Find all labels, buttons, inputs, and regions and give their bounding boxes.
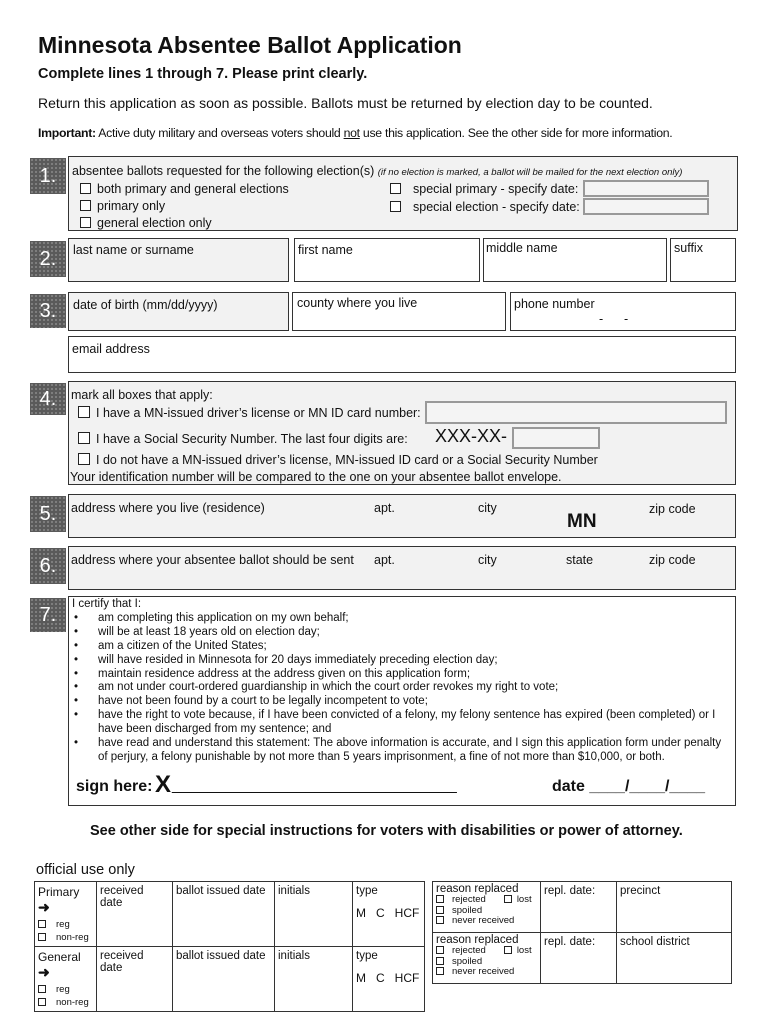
option-both-label: both primary and general elections <box>97 182 289 196</box>
type-codes: M C HCF <box>356 971 420 985</box>
special-election-label: special election - specify date: <box>413 200 580 214</box>
other-side-note: See other side for special instructions for voters with disabilities or power of attorney. <box>90 823 683 839</box>
primary-reason-replaced <box>433 882 541 933</box>
cert-item: • am not under court-ordered guardianship in which the court order revokes my right to vote; <box>72 681 732 695</box>
important-note <box>38 126 672 140</box>
reg-label: reg <box>56 984 70 995</box>
non-reg-label: non-reg <box>56 996 89 1008</box>
school-district-label: school district <box>620 936 690 948</box>
option-no-id-label: I do not have a MN-issued driver’s license, MN-issued ID card or a Social Security Number <box>96 453 598 467</box>
replacement-table <box>432 881 732 984</box>
repl-date-label: repl. date: <box>544 936 596 948</box>
school-district-field[interactable] <box>617 933 732 984</box>
cert-item: • maintain residence address at the address given on this application form; <box>72 668 732 682</box>
checkbox-never-received[interactable] <box>436 967 444 975</box>
primary-ballot-issued-date[interactable] <box>173 882 275 947</box>
id-compare-note: Your identification number will be compared to the one on your absentee ballot envelope. <box>70 470 562 484</box>
section-3-number: 3. <box>30 294 66 328</box>
general-repl-date[interactable] <box>541 933 617 984</box>
date-field[interactable]: date ____/____/____ <box>552 778 706 795</box>
residence-zip-label: zip code <box>649 502 696 516</box>
return-note: Return this application as soon as possible. Ballots must be returned by election day to be counted. <box>38 95 653 111</box>
received-date-label: received date <box>100 885 144 909</box>
sign-x: X <box>155 771 172 798</box>
special-primary-date-input[interactable] <box>583 180 709 197</box>
precinct-field[interactable] <box>617 882 732 933</box>
reason-replaced-label: reason replaced <box>436 883 519 895</box>
spoiled-label: spoiled <box>452 904 483 916</box>
section-4-label: mark all boxes that apply: <box>71 388 213 402</box>
option-ssn-label: I have a Social Security Number. The last four digits are: <box>96 432 408 446</box>
primary-label: Primary <box>38 885 80 899</box>
general-initials[interactable] <box>275 947 353 1012</box>
checkbox-general[interactable] <box>80 217 91 228</box>
checkbox-general-reg[interactable] <box>38 985 46 993</box>
option-license[interactable] <box>78 406 421 420</box>
residence-state-value: MN <box>567 511 597 532</box>
checkbox-general-nonreg[interactable] <box>38 998 46 1006</box>
important-not: not <box>343 126 360 140</box>
checkbox-spoiled[interactable] <box>436 957 444 965</box>
checkbox-primary-reg[interactable] <box>38 920 46 928</box>
checkbox-ssn[interactable] <box>78 432 90 444</box>
last-name-label: last name or surname <box>73 243 194 257</box>
important-label: Important: <box>38 126 96 140</box>
initials-label: initials <box>278 885 310 897</box>
checkbox-rejected[interactable] <box>436 895 444 903</box>
general-ballot-issued-date[interactable] <box>173 947 275 1012</box>
primary-repl-date[interactable] <box>541 882 617 933</box>
cert-item: • am a citizen of the United States; <box>72 640 732 654</box>
primary-received-date[interactable] <box>97 882 173 947</box>
residence-address-label: address where you live (residence) <box>71 501 265 515</box>
general-reason-replaced <box>433 933 541 984</box>
option-special-primary[interactable] <box>390 182 578 196</box>
county-label: county where you live <box>297 296 418 310</box>
cert-item: • have the right to vote because, if I have been convicted of a felony, my felony sentence has expired (been completed) or I have been discharged from my sentence; and <box>72 709 732 737</box>
option-ssn[interactable] <box>78 432 408 446</box>
received-date-label: received date <box>100 950 144 974</box>
dob-label: date of birth (mm/dd/yyyy) <box>73 298 218 312</box>
section-7-number: 7. <box>30 598 66 632</box>
cert-item: • have read and understand this statement: The above information is accurate, and I sign this application form under penalty of perjury, a felony punishable by not more than 5 years imprisonment, a fine of not more than $10,000, or both. <box>72 737 732 765</box>
non-reg-label: non-reg <box>56 931 89 943</box>
checkbox-lost[interactable] <box>504 946 512 954</box>
checkbox-primary[interactable] <box>80 200 91 211</box>
checkbox-no-id[interactable] <box>78 453 90 465</box>
section-1-number: 1. <box>30 158 66 194</box>
certification-intro: I certify that I: <box>72 598 142 610</box>
special-primary-label: special primary - specify date: <box>413 182 579 196</box>
checkbox-never-received[interactable] <box>436 916 444 924</box>
primary-cell <box>35 882 97 947</box>
spoiled-label: spoiled <box>452 955 483 967</box>
suffix-label: suffix <box>674 241 703 255</box>
general-label: General <box>38 950 81 964</box>
license-number-input[interactable] <box>425 401 727 424</box>
page-title: Minnesota Absentee Ballot Application <box>38 32 462 58</box>
ssn-last-four-input[interactable] <box>512 427 600 449</box>
arrow-right-icon: ➜ <box>38 964 50 980</box>
general-cell <box>35 947 97 1012</box>
middle-name-label: middle name <box>486 241 558 255</box>
ballot-issued-date-label: ballot issued date <box>176 885 266 897</box>
sign-label: sign here: <box>76 778 153 795</box>
checkbox-lost[interactable] <box>504 895 512 903</box>
option-primary-label: primary only <box>97 199 166 213</box>
official-use-table <box>34 881 425 1012</box>
email-label: email address <box>72 342 150 356</box>
precinct-label: precinct <box>620 885 661 897</box>
phone-dashes: - - <box>599 312 629 326</box>
option-no-id[interactable] <box>78 453 598 467</box>
type-label: type <box>356 885 378 897</box>
section-2-number: 2. <box>30 241 66 277</box>
checkbox-primary-nonreg[interactable] <box>38 933 46 941</box>
cert-item: • will be at least 18 years old on election day; <box>72 626 732 640</box>
primary-type[interactable] <box>353 882 425 947</box>
cert-item: • will have resided in Minnesota for 20 days immediately preceding election day; <box>72 654 732 668</box>
option-primary[interactable] <box>80 199 165 213</box>
option-general[interactable] <box>80 216 212 230</box>
ballot-issued-date-label: ballot issued date <box>176 950 266 962</box>
residence-apt-label: apt. <box>374 501 395 515</box>
reg-label: reg <box>56 919 70 930</box>
phone-label: phone number <box>514 297 595 311</box>
mailing-address-label: address where your absentee ballot should be sent <box>71 553 354 567</box>
first-name-label: first name <box>298 243 353 257</box>
official-use-heading: official use only <box>36 862 135 878</box>
certification-text <box>72 598 732 765</box>
mailing-apt-label: apt. <box>374 553 395 567</box>
checkbox-special-primary[interactable] <box>390 183 401 194</box>
election-note: (if no election is marked, a ballot will be mailed for the next election only) <box>377 167 683 178</box>
section-6-number: 6. <box>30 548 66 584</box>
type-codes: M C HCF <box>356 906 420 920</box>
cert-item: • have not been found by a court to be legally incompetent to vote; <box>72 695 732 709</box>
subtitle: Complete lines 1 through 7. Please print clearly. <box>38 66 368 82</box>
general-type[interactable] <box>353 947 425 1012</box>
checkbox-both[interactable] <box>80 183 91 194</box>
election-request-label: absentee ballots requested for the following election(s) <box>72 164 375 178</box>
arrow-right-icon: ➜ <box>38 899 50 915</box>
email-field[interactable] <box>68 336 736 373</box>
cert-item: • am completing this application on my own behalf; <box>72 612 732 626</box>
general-received-date[interactable] <box>97 947 173 1012</box>
checkbox-license[interactable] <box>78 406 90 418</box>
lost-label: lost <box>516 894 532 905</box>
mailing-city-label: city <box>478 553 497 567</box>
important-text-1: Active duty military and overseas voters should <box>98 126 341 140</box>
special-election-date-input[interactable] <box>583 198 709 215</box>
checkbox-spoiled[interactable] <box>436 906 444 914</box>
repl-date-label: repl. date: <box>544 885 596 897</box>
section-1-label <box>72 164 682 178</box>
mailing-zip-label: zip code <box>649 553 696 567</box>
option-both[interactable] <box>80 182 289 196</box>
type-label: type <box>356 950 378 962</box>
lost-label: lost <box>516 945 532 956</box>
never-received-label: never received <box>452 966 515 977</box>
residence-city-label: city <box>478 501 497 515</box>
checkbox-rejected[interactable] <box>436 946 444 954</box>
mailing-state-label: state <box>566 553 594 567</box>
option-license-label: I have a MN-issued driver’s license or MN ID card number: <box>96 406 421 420</box>
ssn-prefix: XXX-XX- <box>435 426 508 446</box>
option-special-election[interactable] <box>390 200 580 214</box>
important-text-2: use this application. See the other side for more information. <box>362 126 673 140</box>
reason-replaced-label: reason replaced <box>436 934 519 946</box>
rejected-label: rejected <box>452 894 486 905</box>
signature-line[interactable]: ________________________________ <box>172 777 457 794</box>
never-received-label: never received <box>452 915 515 926</box>
section-4-number: 4. <box>30 383 66 415</box>
checkbox-special-election[interactable] <box>390 201 401 212</box>
rejected-label: rejected <box>452 945 486 956</box>
initials-label: initials <box>278 950 310 962</box>
primary-initials[interactable] <box>275 882 353 947</box>
option-general-label: general election only <box>97 216 212 230</box>
section-5-number: 5. <box>30 496 66 532</box>
certification-list <box>72 612 732 765</box>
